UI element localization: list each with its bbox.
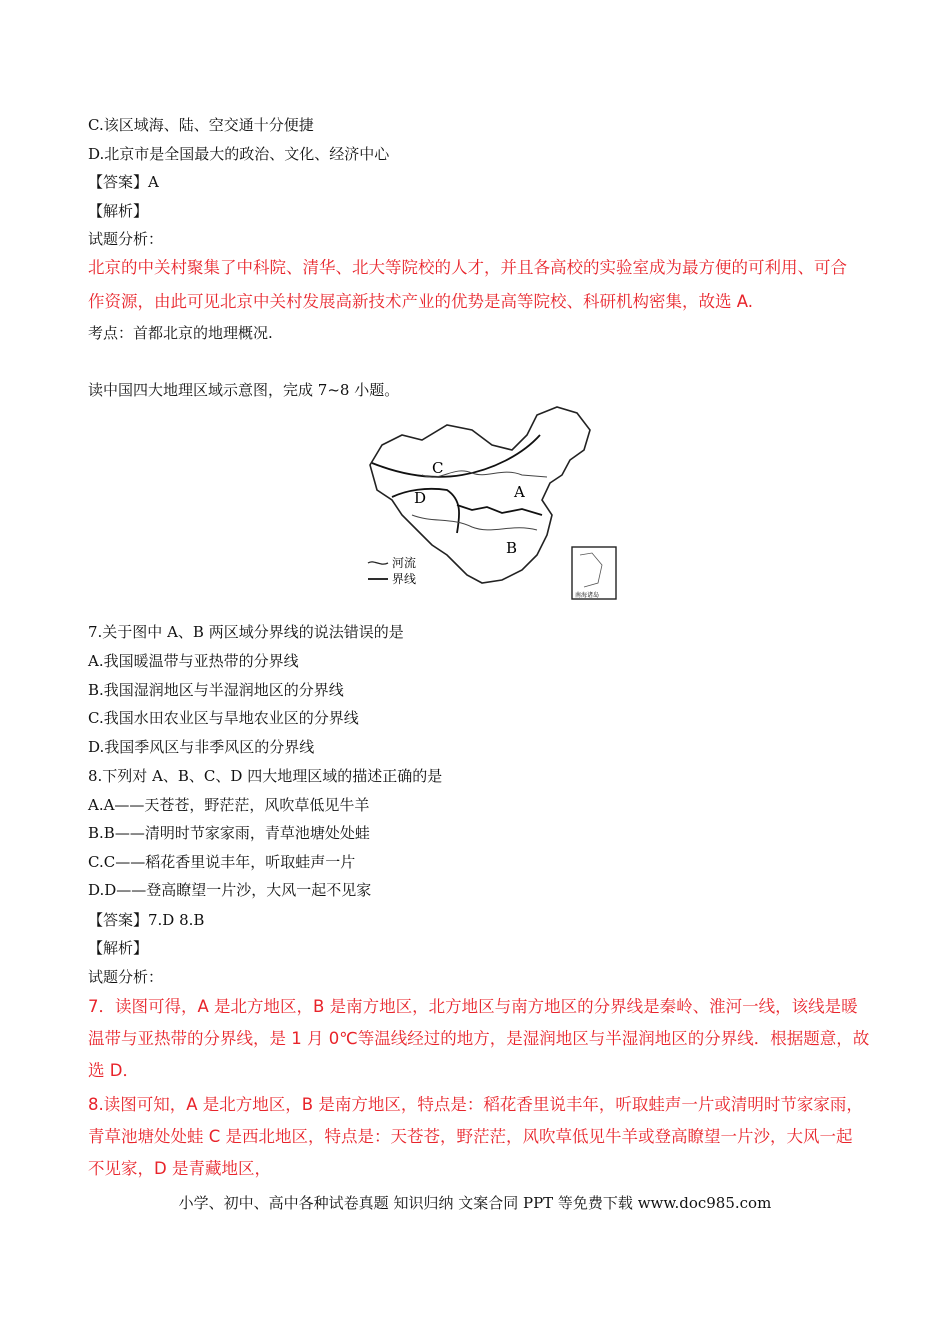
answers-answer: 【答案】7.D 8.B [88, 911, 205, 929]
q8-option-c: C.C——稻花香里说丰年，听取蛙声一片 [88, 853, 356, 871]
q7-option-b: B.我国湿润地区与半湿润地区的分界线 [88, 681, 344, 699]
q7-option-d: D.我国季风区与非季风区的分界线 [88, 738, 315, 756]
q7-option-c: C.我国水田农业区与旱地农业区的分界线 [88, 709, 359, 727]
q7-stem: 7.关于图中 A、B 两区域分界线的说法错误的是 [88, 623, 404, 641]
answers-line: 8.读图可知，A 是北方地区，B 是南方地区，特点是：稻花香里说丰年，听取蛙声一片或清明时节家家雨， [88, 1095, 863, 1114]
legend-river-symbol [368, 562, 388, 564]
q8-option-d: D.D——登高瞭望一片沙，大风一起不见家 [88, 881, 372, 899]
q6-answer: 【答案】A [88, 173, 159, 191]
boundary-north-northwest [372, 435, 540, 477]
answers-line: 不见家，D 是青藏地区， [88, 1159, 271, 1178]
q6-analysis-line1: 北京的中关村聚集了中科院、清华、北大等院校的人才，并且各高校的实验室成为最方便的可利用、可合 [88, 258, 847, 277]
region-label-a: A [514, 483, 525, 501]
q6-option-d: D.北京市是全国最大的政治、文化、经济中心 [88, 145, 390, 163]
answers-line: 温带与亚热带的分界线，是 1 月 0℃等温线经过的地方，是湿润地区与半湿润地区的分界线．根据题意，故 [88, 1029, 870, 1048]
q8-option-a: A.A——天苍苍，野茫茫，风吹草低见牛羊 [88, 796, 370, 814]
region-label-b: B [506, 539, 518, 557]
q6-analysis-label: 【解析】 [88, 202, 149, 220]
answers-line: 7．读图可得，A 是北方地区，B 是南方地区，北方地区与南方地区的分界线是秦岭、淮河一线，该线是暖 [88, 997, 858, 1016]
page-footer: 小学、初中、高中各种试卷真题 知识归纳 文案合同 PPT 等免费下载 www.doc985.com [178, 1194, 772, 1212]
legend-boundary-label: 界线 [392, 572, 417, 586]
answers-line: 青草池塘处处蛙 C 是西北地区，特点是：天苍苍，野茫茫，风吹草低见牛羊或登高瞭望一片沙，大风一起 [88, 1127, 853, 1146]
q8-stem: 8.下列对 A、B、C、D 四大地理区域的描述正确的是 [88, 767, 443, 785]
answers-analysis-intro: 试题分析： [88, 968, 164, 986]
river-yangtze [412, 515, 537, 530]
boundary-qinling-huaihe [457, 505, 542, 515]
region-label-d: D [414, 489, 427, 507]
answers-line: 选 D． [88, 1061, 139, 1080]
answers-analysis-label: 【解析】 [88, 939, 149, 957]
legend-river-label: 河流 [392, 556, 417, 570]
map-intro: 读中国四大地理区域示意图，完成 7~8 小题。 [88, 381, 400, 399]
q6-analysis-intro: 试题分析： [88, 230, 164, 248]
q6-option-c: C.该区域海、陆、空交通十分便捷 [88, 116, 314, 134]
q7-option-a: A.我国暖温带与亚热带的分界线 [88, 652, 299, 670]
china-regions-map [362, 405, 620, 601]
q6-point: 考点：首都北京的地理概况. [88, 324, 273, 342]
q6-analysis-line2: 作资源，由此可见北京中关村发展高新技术产业的优势是高等院校、科研机构密集，故选 A. [88, 292, 753, 311]
region-label-c: C [432, 459, 444, 477]
inset-label: 南海诸岛 [575, 592, 600, 599]
q8-option-b: B.B——清明时节家家雨，青草池塘处处蛙 [88, 824, 370, 842]
